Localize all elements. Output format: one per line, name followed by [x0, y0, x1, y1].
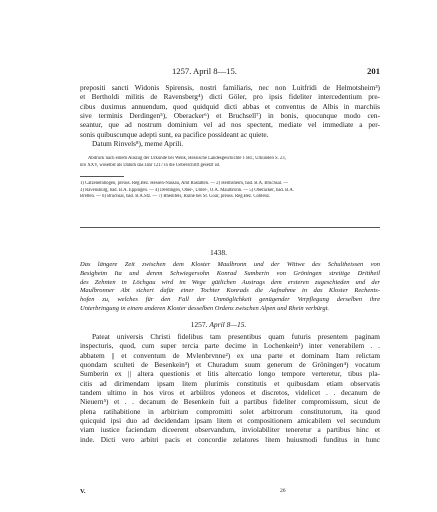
text-line: Pateat universis Christi fidelibus tam presentibus quam futuris presentem paginam	[92, 332, 380, 341]
text-line: abbatem || et conventum de Mvlenbrvnne²) ex una parte et dominam Itam relictam	[80, 350, 380, 360]
summary-line: Das längere Zeit zwischen dem Kloster Maulbronn und der Wittwe des Schultheissen von	[80, 261, 380, 268]
source-note	[80, 156, 380, 169]
section-divider	[80, 227, 380, 228]
footnote-divider	[80, 176, 124, 177]
summary-line: Unterbringung in einem anderen Kloster desselben Ordens zwischen Alpen und Rhein verbürgt.	[80, 304, 330, 312]
text-line: Sumberin ex || altera questionis et litis altercatio longo tempore verteretur, tibus pla-	[80, 369, 380, 379]
text-line: inspecturis, quod, cum super tercia parte decime in Lochenkein¹) inter venerabilem . .	[80, 341, 380, 351]
running-title: 1257. April 8—15.	[172, 66, 237, 76]
summary-line: des Zehnten in Löchgau wird im Wege gütlichen Austrags dem ersteren zugeschieden und der	[80, 278, 380, 286]
volume-mark: V.	[80, 488, 86, 495]
text-line: plena ratihabitione in arbitrium compromitti solet arbitrorum constitutorum, ita quod	[80, 406, 380, 416]
text-line: Nieuern⁵) et . . decanum de Besenkein fuit a partibus fideliter compromissum, sicut de	[80, 397, 380, 407]
text-line: quondam sculteti de Besenkein³) et Churadum suum generum de Gröningen⁴) vocatum	[80, 360, 380, 370]
text-line: inde. Dicti vero arbitri pacis et concordie zelatores litem huiusmodi funditus in hunc	[80, 434, 380, 444]
note-line: nro XXV, woselbst als Datum das Jahr 1217 in die Ueberschrift gesetzt ist.	[80, 162, 221, 168]
text-line: citis ad dirimendam ipsam litem plurimis constitutis et quibusdam etiam observatis	[80, 378, 380, 388]
upper-paragraph	[80, 83, 380, 148]
text-line: seantur, que ad nostrum dominium vel ad nos spectent, mediate vel immediate a per-	[80, 120, 380, 130]
footnote-line: 1) Catzenelnbogen, preuss. Reg.Bez. Hessen-Nassau, Amt Rastätten. — 2) Helmsheim, bad. B.A. Bruchsal. —	[80, 181, 289, 186]
note-line: Abdruck nach einem Auszug der Urkunde bei Wenk, Hessische Landesgeschichte 1 Bd., Urkunden S. 23,	[88, 156, 286, 161]
footnote-line: 3) Ravensburg, bad. B.A. Eppingen. — 4) Derdingen, Ober-, Unter-, O.A. Maulbronn. — 5) Oberacker, bad. B.A.	[80, 187, 294, 193]
document-summary	[80, 261, 380, 314]
page-footer	[80, 488, 380, 498]
text-line: sive terminis Derdingen⁵), Oberacker⁶) et Bruchsell⁷) in bonis, quocunque modo cen-	[80, 111, 380, 121]
text-line: sonis quibuscunque adepti sunt, ea pacifice possideant ac quiete.	[80, 129, 269, 139]
datum-line: Datum Rinvels⁸), meme Aprili.	[92, 139, 184, 149]
summary-line: hofen zu, welches für den Fall der Unmöglichkeit genügender Verpflegung derselben ihre	[80, 296, 380, 304]
footnotes	[80, 181, 380, 201]
summary-line: Besigheim Ita und derem Schwiegersohn Konrad Sumberin von Gröningen streitige Drittheil	[80, 269, 380, 277]
text-line: et Bertholdi militis de Ravensberg⁴) dicti Göler, pro ipsis fideliter intercedentium pre-	[80, 92, 380, 102]
date-year: 1257.	[190, 320, 208, 329]
summary-line: Maulbronner Abt sichert dafür einer Tochter Konrads die Aufnahme in das Kloster Rechents-	[80, 287, 380, 295]
text-line: quicquid ipsi duo ad decidendam ipsam litem et compositionem amicabilem vel secundum	[80, 416, 380, 426]
text-line: cibus duximus annuendum, quod quidquid dicti abbas et conventus de Albis in marchiis	[80, 101, 380, 111]
date-days: April 8—15.	[209, 320, 247, 329]
document-number: 1438.	[209, 248, 228, 257]
text-line: viam iustice faciendam diceerent observandum, inviolabiliter teneretur a partibus hinc et	[80, 425, 380, 435]
text-line: tandem ultimo in hos viros et arbiilros ydoneos et discretos, videlicet . . decanum de	[80, 388, 380, 398]
document-date	[0, 320, 437, 329]
page-header	[80, 66, 380, 78]
page-number: 201	[367, 66, 380, 76]
lower-paragraph	[80, 332, 380, 444]
signature-mark: 26	[280, 488, 286, 494]
text-line: prepositi sancti Widonis Spirensis, nostri familiaris, nec non Luitfridi de Helmotsheim³)	[80, 83, 380, 92]
footnote-line: Bretten. — 6) Bruchsal, bad. B.A.Stz. — 7) Rheinfels, Ruine bei St. Goar, preuss. Reg.Bez. Coblenz.	[80, 194, 271, 200]
